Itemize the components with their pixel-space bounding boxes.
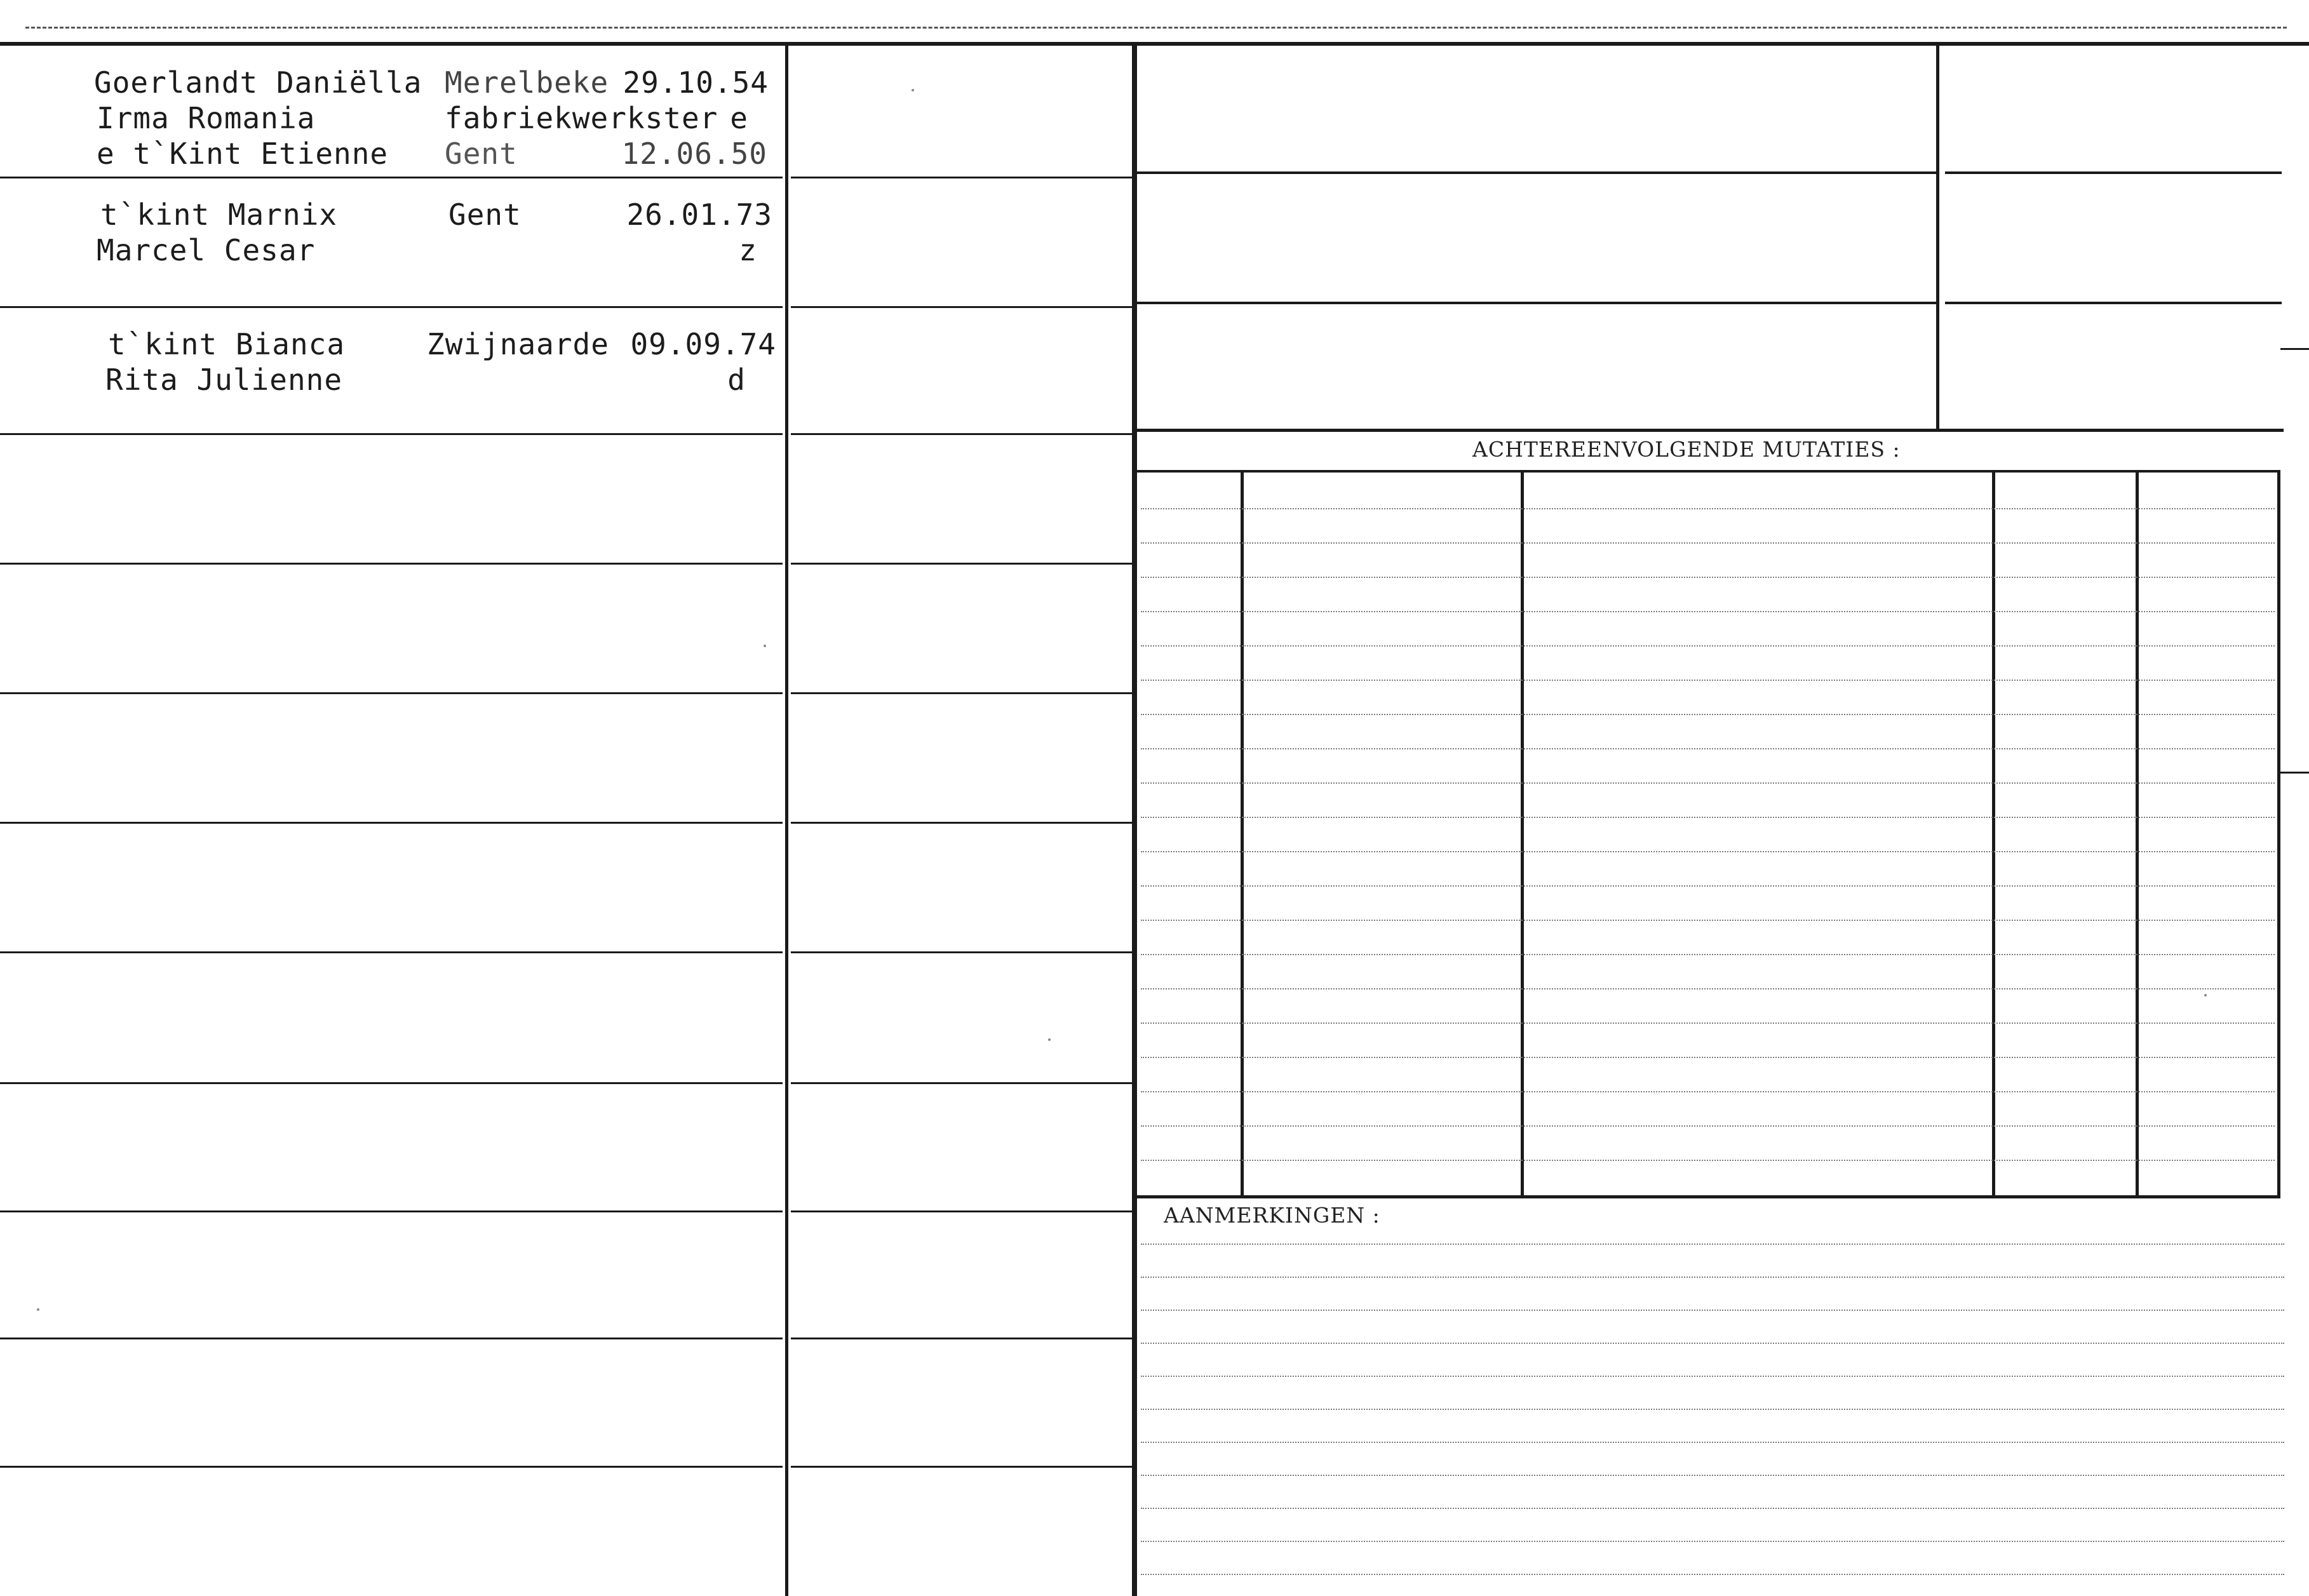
mutation-ruled-line [1141, 1091, 2275, 1092]
register-row-line-mid [791, 563, 1132, 565]
scan-speck [764, 645, 766, 647]
mutations-col-2 [1521, 473, 1524, 1195]
mutation-ruled-line [1141, 817, 2275, 818]
remark-ruled-line [1141, 1442, 2284, 1443]
register-row-line-mid [791, 177, 1132, 178]
remark-ruled-line [1141, 1343, 2284, 1344]
mutation-ruled-line [1141, 1023, 2275, 1024]
register-row-line [0, 951, 783, 953]
remark-ruled-line [1141, 1508, 2284, 1509]
mutations-table-right [2277, 470, 2280, 1197]
scan-speck [2204, 994, 2207, 996]
register-row-line [0, 1082, 783, 1084]
row3-name-line2: Rita Julienne [105, 363, 343, 397]
register-row-line [0, 563, 783, 565]
scan-speck [1048, 1038, 1051, 1041]
mutations-col-4 [2136, 473, 2139, 1195]
row1-name-line3: e t`Kint Etienne [97, 137, 389, 171]
mutation-ruled-line [1141, 508, 2275, 509]
remark-ruled-line [1141, 1376, 2284, 1377]
right-row-line-1 [1137, 171, 1936, 174]
mutation-ruled-line [1141, 1160, 2275, 1161]
row1-place-line1: Merelbeke [445, 65, 609, 100]
mutation-ruled-line [1141, 988, 2275, 989]
top-dashed-border [25, 27, 2287, 29]
remark-ruled-line [1141, 1277, 2284, 1278]
mutation-ruled-line [1141, 851, 2275, 852]
register-row-line-mid [791, 306, 1132, 308]
row2-date-line1: 26.01.73 [626, 198, 772, 232]
row1-place-line3: Gent [445, 137, 518, 171]
row2-date-line2: z [739, 233, 757, 267]
register-row-line-mid [791, 692, 1132, 694]
register-row-line [0, 692, 783, 694]
right-section-top [1137, 429, 2284, 432]
register-row-line-mid [791, 822, 1132, 824]
mutations-table-bottom [1137, 1195, 2280, 1198]
mutations-col-1 [1241, 473, 1244, 1195]
mutation-ruled-line [1141, 611, 2275, 612]
mutation-ruled-line [1141, 1125, 2275, 1127]
top-border [0, 42, 2309, 46]
mutation-ruled-line [1141, 1057, 2275, 1058]
row1-name-line1: Goerlandt Daniëlla [94, 65, 422, 100]
register-row-line [0, 177, 783, 178]
row3-name-line1: t`kint Bianca [108, 327, 346, 361]
register-row-line [0, 306, 783, 308]
row1-date-line3: 12.06.50 [621, 137, 767, 171]
register-row-line-mid [791, 1466, 1132, 1468]
left-column-divider [785, 46, 788, 1596]
remark-ruled-line [1141, 1574, 2284, 1575]
mutation-ruled-line [1141, 920, 2275, 921]
right-column-divider [1936, 46, 1939, 431]
mutation-ruled-line [1141, 680, 2275, 681]
center-column-divider [1132, 46, 1137, 1596]
row1-place-line2: fabriekwerkster [445, 101, 718, 135]
remark-ruled-line [1141, 1475, 2284, 1476]
mutation-ruled-line [1141, 645, 2275, 647]
right-row-line-1b [1945, 171, 2282, 174]
register-row-line-mid [791, 433, 1132, 435]
mutation-ruled-line [1141, 542, 2275, 544]
remark-ruled-line [1141, 1541, 2284, 1542]
mutation-ruled-line [1141, 885, 2275, 887]
register-row-line [0, 1338, 783, 1339]
register-row-line-mid [791, 951, 1132, 953]
mutation-ruled-line [1141, 782, 2275, 784]
row1-date-line1: 29.10.54 [623, 65, 769, 100]
row3-date-line2: d [727, 363, 746, 397]
mutations-table-top [1137, 470, 2280, 473]
register-row-line-mid [791, 1210, 1132, 1212]
mutation-ruled-line [1141, 714, 2275, 715]
scan-speck [912, 89, 914, 91]
remark-ruled-line [1141, 1244, 2284, 1245]
row2-place-line1: Gent [448, 198, 522, 232]
scan-speck [37, 1308, 39, 1311]
mutation-ruled-line [1141, 748, 2275, 749]
right-row-line-2b [1945, 302, 2282, 304]
register-row-line [0, 1210, 783, 1212]
register-row-line [0, 433, 783, 435]
register-row-line [0, 822, 783, 824]
margin-tick-2 [2280, 772, 2309, 774]
mutations-title: ACHTEREENVOLGENDE MUTATIES : [1472, 437, 1901, 462]
row3-date-line1: 09.09.74 [630, 327, 776, 361]
register-row-line-mid [791, 1338, 1132, 1339]
mutations-col-3 [1992, 473, 1995, 1195]
register-row-line-mid [791, 1082, 1132, 1084]
remark-ruled-line [1141, 1409, 2284, 1410]
mutation-ruled-line [1141, 577, 2275, 578]
remark-ruled-line [1141, 1310, 2284, 1311]
row2-name-line1: t`kint Marnix [100, 198, 338, 232]
margin-tick-1 [2280, 348, 2309, 350]
row2-name-line2: Marcel Cesar [97, 233, 316, 267]
right-row-line-2 [1137, 302, 1936, 304]
register-row-line [0, 1466, 783, 1468]
row1-date-line2: e [730, 101, 748, 135]
row3-place-line1: Zwijnaarde [427, 327, 609, 361]
row1-name-line2: Irma Romania [97, 101, 316, 135]
remarks-title: AANMERKINGEN : [1164, 1203, 1380, 1228]
mutation-ruled-line [1141, 954, 2275, 955]
